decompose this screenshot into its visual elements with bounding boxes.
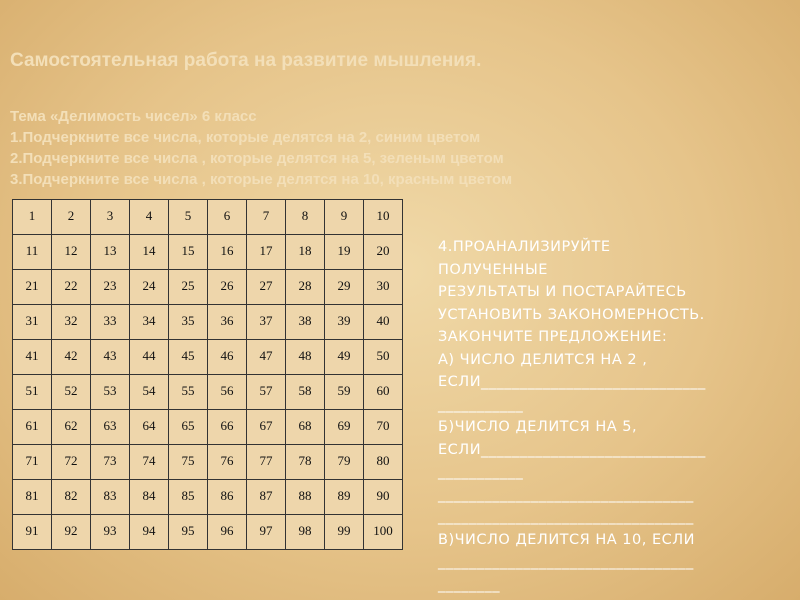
grid-cell: 89 — [325, 480, 364, 515]
grid-cell: 60 — [364, 375, 403, 410]
grid-cell: 86 — [208, 480, 247, 515]
grid-cell: 79 — [325, 445, 364, 480]
grid-cell: 11 — [13, 235, 52, 270]
grid-cell: 53 — [91, 375, 130, 410]
instruction-line: А) ЧИСЛО ДЕЛИТСЯ НА 2 , — [438, 351, 648, 368]
grid-cell: 17 — [247, 235, 286, 270]
grid-cell: 95 — [169, 515, 208, 550]
grid-cell: 18 — [286, 235, 325, 270]
grid-cell: 75 — [169, 445, 208, 480]
task-2: 2.Подчеркните все числа , которые делятся на 5, зеленым цветом — [10, 150, 504, 167]
analysis-instructions — [438, 236, 778, 596]
grid-cell: 97 — [247, 515, 286, 550]
grid-cell: 94 — [130, 515, 169, 550]
grid-cell: 41 — [13, 340, 52, 375]
grid-cell: 61 — [13, 410, 52, 445]
grid-cell: 73 — [91, 445, 130, 480]
instruction-line: В)ЧИСЛО ДЕЛИТСЯ НА 10, ЕСЛИ — [438, 531, 695, 548]
grid-cell: 67 — [247, 410, 286, 445]
grid-cell: 42 — [52, 340, 91, 375]
instruction-line: ___________ — [438, 396, 524, 413]
grid-cell: 47 — [247, 340, 286, 375]
grid-cell: 1 — [13, 200, 52, 235]
grid-cell: 15 — [169, 235, 208, 270]
grid-row — [13, 410, 403, 445]
grid-row — [13, 270, 403, 305]
grid-cell: 46 — [208, 340, 247, 375]
grid-cell: 8 — [286, 200, 325, 235]
grid-cell: 99 — [325, 515, 364, 550]
grid-cell: 90 — [364, 480, 403, 515]
grid-cell: 22 — [52, 270, 91, 305]
grid-cell: 13 — [91, 235, 130, 270]
grid-cell: 51 — [13, 375, 52, 410]
grid-cell: 93 — [91, 515, 130, 550]
grid-cell: 31 — [13, 305, 52, 340]
grid-cell: 21 — [13, 270, 52, 305]
grid-cell: 28 — [286, 270, 325, 305]
grid-cell: 70 — [364, 410, 403, 445]
task-3: 3.Подчеркните все числа , которые делятся на 10, красным цветом — [10, 171, 513, 188]
grid-cell: 3 — [91, 200, 130, 235]
grid-cell: 25 — [169, 270, 208, 305]
instruction-line: ЗАКОНЧИТЕ ПРЕДЛОЖЕНИЕ: — [438, 329, 668, 345]
grid-cell: 40 — [364, 305, 403, 340]
grid-cell: 39 — [325, 305, 364, 340]
instruction-line: ________ — [438, 576, 500, 593]
instruction-line: 4.ПРОАНАЛИЗИРУЙТЕ — [438, 239, 611, 255]
grid-cell: 83 — [91, 480, 130, 515]
grid-cell: 43 — [91, 340, 130, 375]
grid-cell: 6 — [208, 200, 247, 235]
grid-cell: 57 — [247, 375, 286, 410]
grid-cell: 100 — [364, 515, 403, 550]
grid-row — [13, 375, 403, 410]
grid-cell: 85 — [169, 480, 208, 515]
grid-cell: 5 — [169, 200, 208, 235]
grid-cell: 2 — [52, 200, 91, 235]
grid-cell: 69 — [325, 410, 364, 445]
grid-cell: 72 — [52, 445, 91, 480]
grid-cell: 88 — [286, 480, 325, 515]
grid-cell: 56 — [208, 375, 247, 410]
grid-cell: 66 — [208, 410, 247, 445]
grid-cell: 23 — [91, 270, 130, 305]
grid-cell: 55 — [169, 375, 208, 410]
instruction-line: УСТАНОВИТЬ ЗАКОНОМЕРНОСТЬ. — [438, 306, 705, 323]
grid-cell: 84 — [130, 480, 169, 515]
grid-cell: 34 — [130, 305, 169, 340]
grid-cell: 30 — [364, 270, 403, 305]
grid-cell: 96 — [208, 515, 247, 550]
instruction-line: ___________ — [438, 464, 524, 480]
grid-row — [13, 235, 403, 270]
grid-cell: 7 — [247, 200, 286, 235]
grid-cell: 36 — [208, 305, 247, 340]
instruction-line: _________________________________ — [438, 509, 694, 525]
grid-row — [13, 445, 403, 480]
instruction-line: _________________________________ — [438, 486, 694, 503]
grid-cell: 50 — [364, 340, 403, 375]
grid-cell: 78 — [286, 445, 325, 480]
grid-cell: 14 — [130, 235, 169, 270]
grid-cell: 12 — [52, 235, 91, 270]
grid-cell: 16 — [208, 235, 247, 270]
grid-cell: 91 — [13, 515, 52, 550]
topic-line: Тема «Делимость чисел» 6 класс — [10, 108, 257, 125]
grid-cell: 74 — [130, 445, 169, 480]
grid-cell: 33 — [91, 305, 130, 340]
grid-cell: 59 — [325, 375, 364, 410]
grid-cell: 92 — [52, 515, 91, 550]
grid-cell: 32 — [52, 305, 91, 340]
grid-cell: 81 — [13, 480, 52, 515]
grid-cell: 10 — [364, 200, 403, 235]
grid-row — [13, 340, 403, 375]
task-list — [10, 106, 790, 190]
grid-cell: 35 — [169, 305, 208, 340]
instruction-line: ПОЛУЧЕННЫЕ — [438, 261, 548, 278]
instruction-line: РЕЗУЛЬТАТЫ И ПОСТАРАЙТЕСЬ — [438, 284, 687, 300]
instruction-line: ЕСЛИ_____________________________ — [438, 374, 706, 390]
grid-cell: 26 — [208, 270, 247, 305]
grid-cell: 80 — [364, 445, 403, 480]
grid-cell: 98 — [286, 515, 325, 550]
grid-cell: 45 — [169, 340, 208, 375]
grid-cell: 38 — [286, 305, 325, 340]
grid-cell: 52 — [52, 375, 91, 410]
grid-cell: 64 — [130, 410, 169, 445]
grid-cell: 71 — [13, 445, 52, 480]
grid-cell: 65 — [169, 410, 208, 445]
grid-cell: 63 — [91, 410, 130, 445]
grid-cell: 4 — [130, 200, 169, 235]
instruction-line: _________________________________ — [438, 554, 694, 570]
grid-cell: 48 — [286, 340, 325, 375]
grid-cell: 76 — [208, 445, 247, 480]
grid-row — [13, 305, 403, 340]
grid-cell: 49 — [325, 340, 364, 375]
grid-cell: 77 — [247, 445, 286, 480]
grid-row — [13, 480, 403, 515]
grid-cell: 82 — [52, 480, 91, 515]
grid-cell: 68 — [286, 410, 325, 445]
instruction-line: ЕСЛИ_____________________________ — [438, 441, 706, 458]
instruction-line: Б)ЧИСЛО ДЕЛИТСЯ НА 5, — [438, 419, 638, 435]
grid-cell: 44 — [130, 340, 169, 375]
grid-row — [13, 515, 403, 550]
grid-cell: 20 — [364, 235, 403, 270]
task-1: 1.Подчеркните все числа, которые делятся на 2, синим цветом — [10, 129, 481, 146]
page-title: Самостоятельная работа на развитие мышления. — [10, 50, 482, 71]
grid-cell: 9 — [325, 200, 364, 235]
grid-cell: 62 — [52, 410, 91, 445]
grid-cell: 19 — [325, 235, 364, 270]
grid-cell: 27 — [247, 270, 286, 305]
grid-cell: 37 — [247, 305, 286, 340]
grid-cell: 87 — [247, 480, 286, 515]
grid-cell: 29 — [325, 270, 364, 305]
grid-cell: 24 — [130, 270, 169, 305]
grid-cell: 58 — [286, 375, 325, 410]
grid-row — [13, 200, 403, 235]
number-grid — [12, 199, 403, 550]
grid-cell: 54 — [130, 375, 169, 410]
